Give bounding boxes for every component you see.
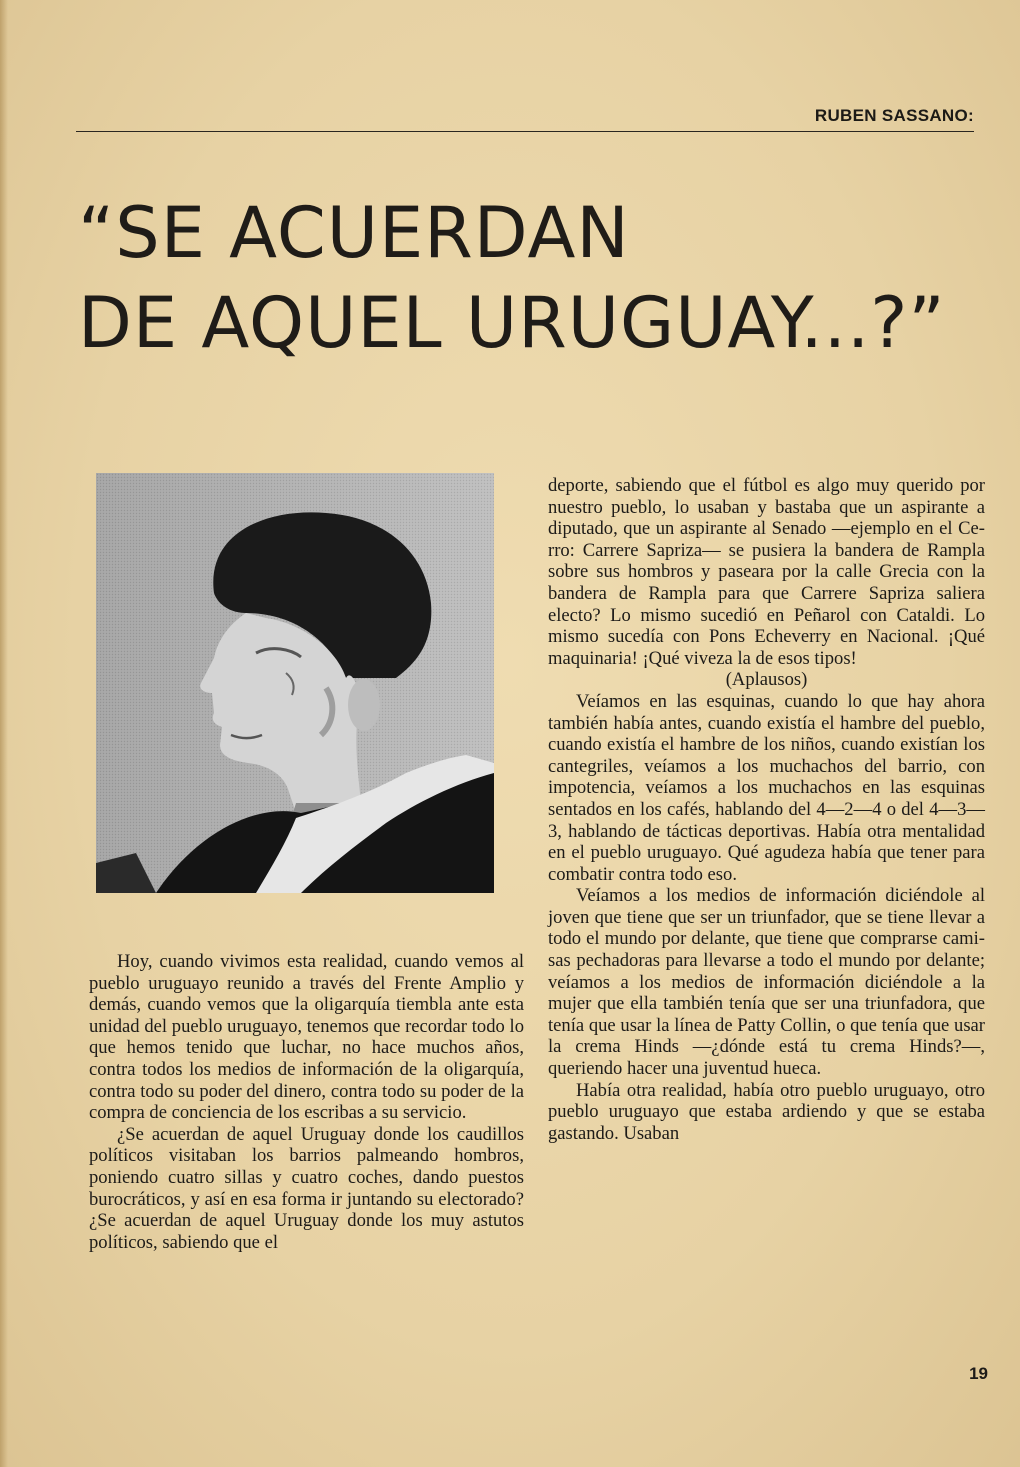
portrait-photo xyxy=(96,473,494,893)
paragraph: deporte, sabiendo que el fútbol es algo muy querido por nuestro pueblo, lo usaban y bastaba que un aspirante a diputado, que un aspirante al Senado —ejemplo en el Cerro: Carrere Sapriza— se pusiera la bandera de Rampla sobre sus hombros y paseara por la calle Grecia con la bandera de Rampla para que Carrere Sapriza saliera electo? Lo mismo sucedió en Peñarol con Cataldi. Lo mismo sucedía con Pons Echeverry en Nacional. ¡Qué maquinaria! ¡Qué viveza la de esos tipos! xyxy=(548,475,985,669)
article-headline xyxy=(78,188,978,368)
page-edge-shadow xyxy=(0,0,8,1467)
paragraph: Veíamos en las esquinas, cuando lo que hay ahora también había antes, cuando existía el hambre del pueblo, cuando existía el hambre de los niños, cuando existían los cantegriles, veíamos a los muchachos del barrio, con impotencia, veíamos a los muchachos en las esquinas sentados en los cafés, hablando del 4—2—4 o del 4—3—3, hablando de tácticas deportivas. Había otra mentalidad en el pueblo uruguayo. Qué agudeza había que tener para combatir contra todo eso. xyxy=(548,690,985,885)
paragraph: Había otra realidad, había otro pueblo uruguayo, otro pueblo uruguayo que estaba ardiendo y que se estaba gastando. Usaban xyxy=(548,1079,985,1144)
headline-line-2: DE AQUEL URUGUAY...?” xyxy=(78,282,946,364)
right-text-column xyxy=(548,475,985,1144)
applause-note: (Aplausos) xyxy=(725,669,808,691)
headline-line-1: “SE ACUERDAN xyxy=(78,192,630,274)
paragraph: ¿Se acuerdan de aquel Uruguay donde los caudillos políticos visitaban los barrios palmeando hombros, poniendo cuatro sillas y cuatro coches, dando puestos burocráticos, y así en esa forma ir juntando su electorado? ¿Se acuerdan de aquel Uruguay donde los muy astutos políticos, sabiendo que el xyxy=(89,1123,524,1253)
left-text-column xyxy=(89,951,524,1253)
page-number: 19 xyxy=(969,1364,988,1383)
author-byline: RUBEN SASSANO: xyxy=(814,106,974,125)
paragraph: Veíamos a los medios de información diciéndole al joven que tiene que ser un triunfador, que se tiene llevar a todo el mundo por delante, que tiene que comprarse camisas pechadoras para llevarse a todo el mundo por delante; veíamos a los medios de información diciéndole a la mujer que ella también tenía que ser una triunfadora, que tenía que usar la línea de Patty Collin, o que tenía que usar la crema Hinds —¿dónde está tu crema Hinds?—, queriendo hacer una juventud hueca. xyxy=(548,885,985,1080)
header-rule xyxy=(76,131,974,132)
paragraph: Hoy, cuando vivimos esta realidad, cuando vemos al pueblo uruguayo reunido a través del Frente Amplio y demás, cuando vemos que la oligarquía tiembla ante esta unidad del pueblo uruguayo, tenemos que recordar todo lo que hemos tenido que luchar, no hace muchos años, contra todos los medios de información de la oligarquía, contra todo su poder del dinero, contra todo su poder de la compra de conciencia de los escribas a su servicio. xyxy=(89,951,524,1124)
